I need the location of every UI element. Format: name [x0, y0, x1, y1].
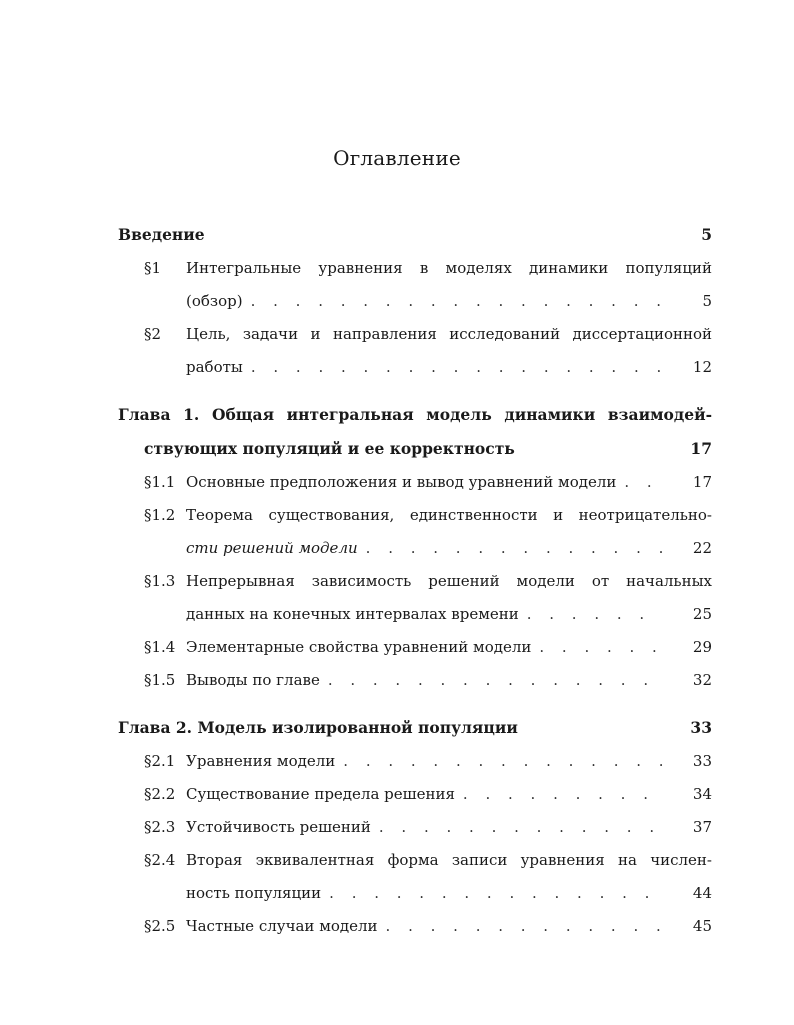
leader-dots	[335, 745, 662, 778]
section-title: Существование предела решения	[186, 785, 455, 803]
section-page: 5	[702, 292, 712, 310]
section-page: 17	[692, 473, 712, 491]
chapter-2-page: 33	[690, 718, 712, 737]
section-number: §2.4	[144, 851, 176, 869]
chapter-1-page: 17	[690, 439, 712, 458]
chapter-1-title-line2: ствующих популяций и ее корректность	[144, 439, 515, 458]
leader-dots	[616, 466, 662, 499]
toc-section-1-4	[118, 631, 712, 664]
intro-page: 5	[701, 225, 712, 244]
intro-label: Введение	[118, 225, 205, 244]
section-page: 12	[692, 358, 712, 376]
toc-section-1-1	[118, 466, 712, 499]
section-page: 29	[692, 638, 712, 656]
section-title-line1: Интегральные уравнения в моделях динамики популяций	[186, 259, 712, 277]
section-number: §1.3	[144, 572, 176, 590]
toc-section-1	[118, 252, 712, 318]
section-number: §2.3	[144, 818, 176, 836]
leader-dots	[371, 811, 662, 844]
table-of-contents	[118, 218, 712, 943]
section-number: §1.2	[144, 506, 176, 524]
toc-section-2-5	[118, 910, 712, 943]
leader-dots	[243, 285, 662, 318]
toc-section-2-2	[118, 778, 712, 811]
section-title: Уравнения модели	[186, 752, 336, 770]
section-page: 34	[692, 785, 712, 803]
toc-section-1-2	[118, 499, 712, 565]
section-number: §2.2	[144, 785, 176, 803]
toc-section-1-5	[118, 664, 712, 697]
section-title-line2: данных на конечных интервалах времени	[186, 605, 519, 623]
section-page: 33	[692, 752, 712, 770]
section-title: Основные предположения и вывод уравнений модели	[186, 473, 617, 491]
section-page: 37	[692, 818, 712, 836]
leader-dots	[243, 351, 662, 384]
toc-intro-heading	[118, 218, 712, 252]
section-title-line1: Вторая эквивалентная форма записи уравнения на числен-	[186, 851, 712, 869]
section-page: 44	[692, 884, 712, 902]
toc-section-2-1	[118, 745, 712, 778]
leader-dots	[455, 778, 662, 811]
page-title: Оглавление	[333, 146, 461, 170]
chapter-2-title: Глава 2. Модель изолированной популяции	[118, 718, 518, 737]
section-number: §1	[144, 259, 162, 277]
toc-section-2	[118, 318, 712, 384]
toc-section-1-3	[118, 565, 712, 631]
toc-section-2-3	[118, 811, 712, 844]
leader-dots	[321, 877, 662, 910]
section-number: §2	[144, 325, 162, 343]
leader-dots	[531, 631, 662, 664]
section-number: §2.1	[144, 752, 176, 770]
leader-dots	[320, 664, 662, 697]
section-title: Частные случаи модели	[186, 917, 378, 935]
toc-chapter-2-heading	[118, 711, 712, 745]
section-title-line2: (обзор)	[186, 292, 243, 310]
section-title-line1: Цель, задачи и направления исследований диссертационной	[186, 325, 712, 343]
section-number: §1.4	[144, 638, 176, 656]
section-page: 25	[692, 605, 712, 623]
section-number: §1.1	[144, 473, 176, 491]
section-title: Выводы по главе	[186, 671, 320, 689]
section-title-line2: сти решений модели	[186, 539, 358, 557]
toc-chapter-1-heading	[118, 398, 712, 466]
section-page: 22	[692, 539, 712, 557]
chapter-1-title-line1: Глава 1. Общая интегральная модель динамики взаимодей-	[118, 405, 712, 424]
leader-dots	[519, 598, 662, 631]
section-title-line2: работы	[186, 358, 243, 376]
section-page: 32	[692, 671, 712, 689]
section-title-line1: Теорема существования, единственности и неотрицательно-	[186, 506, 712, 524]
section-page: 45	[692, 917, 712, 935]
section-number: §2.5	[144, 917, 176, 935]
leader-dots	[358, 532, 662, 565]
section-title: Устойчивость решений	[186, 818, 371, 836]
section-title-line2: ность популяции	[186, 884, 322, 902]
section-title-line1: Непрерывная зависимость решений модели от начальных	[186, 572, 712, 590]
leader-dots	[378, 910, 662, 943]
toc-section-2-4	[118, 844, 712, 910]
section-title: Элементарные свойства уравнений модели	[186, 638, 532, 656]
section-number: §1.5	[144, 671, 176, 689]
